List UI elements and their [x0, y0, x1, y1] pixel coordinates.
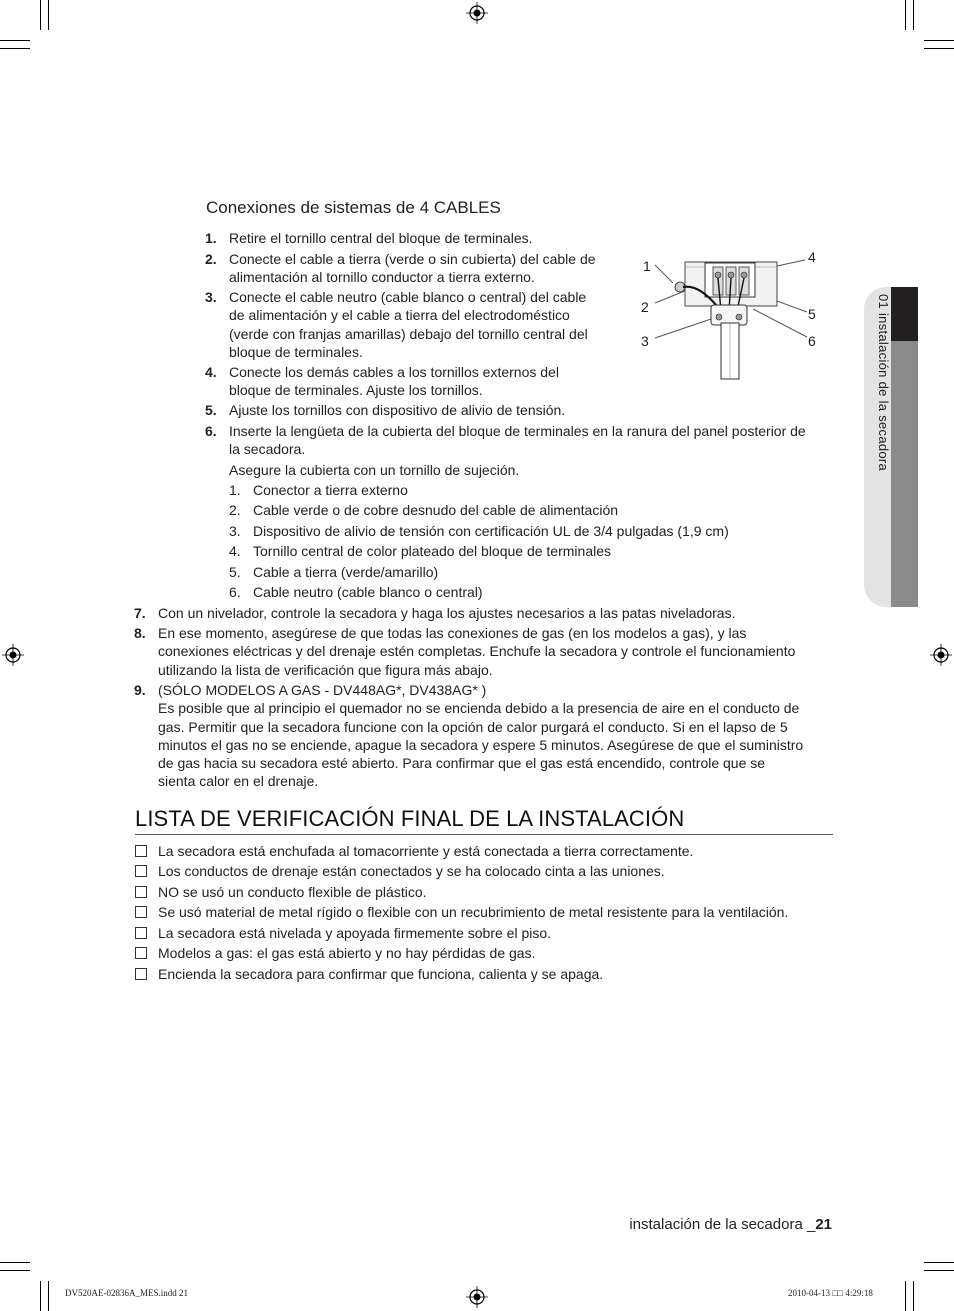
crop-mark: [913, 1281, 914, 1311]
registration-mark-icon: [466, 2, 488, 24]
step-4: [205, 363, 559, 400]
step-text-line: conexiones eléctricas y del drenaje estén completas. Enchufe la secadora y controle el funcionamiento: [158, 643, 796, 660]
step-text-line: utilizando la lista de verificación que figura más abajo.: [158, 661, 493, 678]
diagram-label: 5: [808, 306, 816, 322]
sub-item: [229, 522, 729, 540]
sub-item: [229, 501, 619, 519]
page-number: 21: [815, 1216, 832, 1233]
step-6-note: Asegure la cubierta con un tornillo de sujeción.: [229, 462, 520, 478]
step-text-line: En ese momento, asegúrese de que todas las conexiones de gas (en los modelos a gas), y las: [158, 625, 747, 641]
step-number: 9.: [134, 682, 146, 698]
step-3: [205, 288, 588, 361]
crop-mark: [48, 1281, 49, 1311]
crop-mark: [924, 48, 954, 49]
footer-text: instalación de la secadora _: [629, 1216, 816, 1233]
terminal-block-diagram: [635, 245, 825, 385]
sub-item-text: Cable neutro (cable blanco o central): [253, 584, 483, 600]
crop-mark: [924, 40, 954, 41]
step-text-line: Con un nivelador, controle la secadora y haga los ajustes necesarios a las patas niveladoras.: [158, 605, 736, 621]
checklist-item-text: Modelos a gas: el gas está abierto y no hay pérdidas de gas.: [158, 945, 536, 961]
sub-item-number: 2.: [229, 502, 241, 518]
checklist-item-text: Los conductos de drenaje están conectados y se ha colocado cinta a las uniones.: [158, 863, 665, 879]
step-text-line: (verde con franjas amarillas) debajo del tornillo central del: [229, 325, 588, 342]
step-9: [134, 681, 804, 791]
sub-item-text: Cable a tierra (verde/amarillo): [253, 564, 439, 580]
sub-item-number: 3.: [229, 523, 241, 539]
step-text-line: Conecte el cable a tierra (verde o sin cubierta) del cable de: [229, 251, 596, 267]
step-text-line: Es posible que al principio el quemador no se encienda debido a la presencia de aire en el conducto de: [158, 700, 800, 717]
step-text-line: Ajuste los tornillos con dispositivo de alivio de tensión.: [229, 402, 566, 418]
checklist-item-text: La secadora está nivelada y apoyada firmemente sobre el piso.: [158, 925, 552, 941]
diagram-label: 2: [641, 299, 649, 315]
checkbox-icon[interactable]: [135, 886, 147, 898]
sub-item-number: 5.: [229, 564, 241, 580]
sub-item-text: Cable verde o de cobre desnudo del cable de alimentación: [253, 502, 619, 518]
step-1: [205, 229, 533, 247]
page-footer: [629, 1216, 832, 1233]
step-text-line: (SÓLO MODELOS A GAS - DV448AG*, DV438AG* ): [158, 682, 487, 698]
diagram-label: 4: [808, 249, 816, 265]
checkbox-icon[interactable]: [135, 865, 147, 877]
sub-item-text: Tornillo central de color plateado del bloque de terminales: [253, 543, 611, 559]
step-text-line: bloque de terminales.: [229, 343, 363, 360]
step-number: 8.: [134, 625, 146, 641]
step-text-line: alimentación al tornillo conductor a tierra externo.: [229, 269, 535, 286]
checklist-item-text: Se usó material de metal rígido o flexible con un recubrimiento de metal resistente para la ventilación.: [158, 904, 789, 920]
registration-mark-icon: [2, 644, 24, 666]
sub-item: [229, 481, 408, 499]
step-text-line: Conecte el cable neutro (cable blanco o central) del cable: [229, 289, 587, 305]
step-2: [205, 250, 596, 287]
step-text-line: Retire el tornillo central del bloque de terminales.: [229, 230, 533, 246]
crop-mark: [0, 1262, 30, 1263]
sub-item-text: Conector a tierra externo: [253, 482, 408, 498]
sub-item-number: 1.: [229, 482, 241, 498]
step-7: [134, 604, 736, 622]
sub-item: [229, 563, 439, 581]
crop-mark: [40, 1281, 41, 1311]
step-number: 1.: [205, 230, 217, 246]
step-text-line: de alimentación y el cable a tierra del electrodoméstico: [229, 307, 570, 324]
crop-mark: [924, 1262, 954, 1263]
side-tab-marker: [891, 287, 918, 341]
print-slug-right: 2010-04-13 □□ 4:29:18: [788, 1288, 873, 1298]
step-text-line: sienta calor en el drenaje.: [158, 773, 319, 790]
step-number: 2.: [205, 251, 217, 267]
checkbox-icon[interactable]: [135, 947, 147, 959]
crop-mark: [0, 48, 30, 49]
crop-mark: [0, 1270, 30, 1271]
diagram-label: 1: [643, 258, 651, 274]
step-8: [134, 624, 796, 679]
title-rule: [135, 834, 833, 835]
checklist-title: LISTA DE VERIFICACIÓN FINAL DE LA INSTALACIÓN: [135, 806, 685, 831]
step-text-line: de gas hacia su secadora esté abierto. Para confirmar que el gas está encendido, controle que se: [158, 755, 766, 772]
step-number: 4.: [205, 364, 217, 380]
step-number: 5.: [205, 402, 217, 418]
sub-item-number: 4.: [229, 543, 241, 559]
step-5: [205, 401, 566, 419]
sub-item-text: Dispositivo de alivio de tensión con certificación UL de 3/4 pulgadas (1,9 cm): [253, 523, 729, 539]
crop-mark: [40, 0, 41, 30]
section-subheading: Conexiones de sistemas de 4 CABLES: [206, 198, 501, 217]
checklist-item-text: Encienda la secadora para confirmar que funciona, calienta y se apaga.: [158, 966, 604, 982]
crop-mark: [905, 0, 906, 30]
step-number: 6.: [205, 423, 217, 439]
step-text-line: minutos el gas no se enciende, apague la secadora y espere 5 minutos. Asegúrese de que el suministro: [158, 736, 804, 753]
sub-item: [229, 583, 483, 601]
diagram-label: 3: [641, 333, 649, 349]
step-number: 7.: [134, 605, 146, 621]
checklist-item-text: La secadora está enchufada al tomacorriente y está conectada a tierra correctamente.: [158, 843, 694, 859]
checkbox-icon[interactable]: [135, 968, 147, 980]
side-tab-band: [891, 341, 918, 607]
crop-mark: [48, 0, 49, 30]
checkbox-icon[interactable]: [135, 906, 147, 918]
step-text-line: la secadora.: [229, 441, 306, 458]
step-text-line: Conecte los demás cables a los tornillos externos del: [229, 364, 559, 380]
sub-item: [229, 542, 611, 560]
print-slug-left: DV520AE-02836A_MES.indd 21: [65, 1288, 188, 1298]
step-text-line: Inserte la lengüeta de la cubierta del bloque de terminales en la ranura del panel posterior de: [229, 423, 806, 439]
diagram-label: 6: [808, 333, 816, 349]
registration-mark-icon: [466, 1286, 488, 1308]
step-text-line: gas. Permitir que la secadora funcione con la opción de calor purgará el conducto. Si en el lapso de 5: [158, 718, 788, 735]
registration-mark-icon: [930, 644, 952, 666]
step-6: [205, 422, 806, 459]
crop-mark: [905, 1281, 906, 1311]
crop-mark: [913, 0, 914, 30]
step-text-line: bloque de terminales. Ajuste los tornillos.: [229, 382, 483, 399]
side-tab-label: 01 instalación de la secadora: [876, 294, 891, 472]
checkbox-icon[interactable]: [135, 845, 147, 857]
crop-mark: [924, 1270, 954, 1271]
sub-item-number: 6.: [229, 584, 241, 600]
checkbox-icon[interactable]: [135, 927, 147, 939]
checklist-item-text: NO se usó un conducto flexible de plástico.: [158, 884, 427, 900]
crop-mark: [0, 40, 30, 41]
step-number: 3.: [205, 289, 217, 305]
